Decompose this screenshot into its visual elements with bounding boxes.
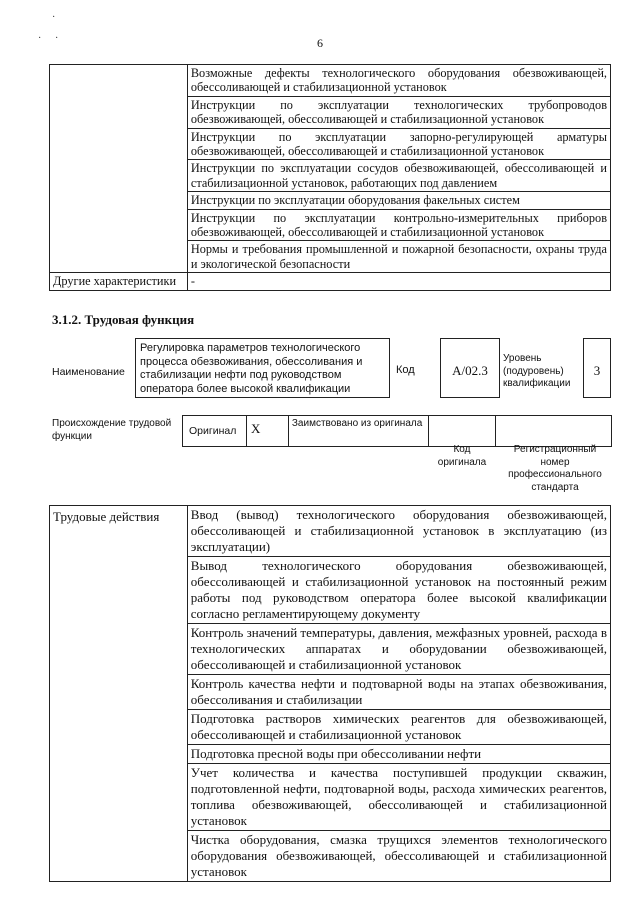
actions-table <box>49 505 611 882</box>
other-characteristics-label: Другие характеристики <box>50 273 188 290</box>
other-characteristics-value: - <box>187 273 610 290</box>
level-box <box>583 338 611 398</box>
original-label: Оригинал <box>183 416 247 447</box>
borrowed-label: Заимствовано из оригинала <box>288 416 428 447</box>
knowledge-row: Инструкции по эксплуатации контрольно-измерительных приборов обезвоживающей, обессоливающей и стабилизационной установок <box>187 209 610 241</box>
function-name-value: Регулировка параметров технологического процесса обезвоживания, обессоливания и стабилизации нефти под руководством оператора более высокой квалификации <box>140 342 363 395</box>
action-row: Чистка оборудования, смазка трущихся элементов технологического оборудования обезвоживающей, обессоливающей и стабилизационной установок <box>187 831 610 882</box>
action-row: Подготовка растворов химических реагентов для обезвоживающей, обессоливающей и стабилизационной установок <box>187 710 610 745</box>
knowledge-row: Инструкции по эксплуатации сосудов обезвоживающей, обессоливающей и стабилизационной установок, работающих под давлением <box>187 160 610 192</box>
origin-label: Происхождение трудовой функции <box>52 418 172 442</box>
reg-number-cell <box>496 416 612 447</box>
function-name-box <box>135 338 390 398</box>
scan-mark: · <box>38 33 42 44</box>
knowledge-row: Возможные дефекты технологического оборудования обезвоживающей, обессоливающей и стабилизационной установок <box>187 65 610 97</box>
action-row: Подготовка пресной воды при обессоливании нефти <box>187 745 610 764</box>
action-row: Учет количества и качества поступившей продукции скважин, подготовленной нефти, подтоварной воды, расхода химических реагентов, топлива обезвоживающей, обессоливающей и стабилизационной установок <box>187 764 610 831</box>
action-row: Контроль качества нефти и подтоварной воды на этапах обезвоживания, обессоливания и стабилизации <box>187 675 610 710</box>
knowledge-table <box>49 64 611 291</box>
reg-number-caption: Регистрационный номер профессионального стандарта <box>508 444 602 493</box>
action-row: Контроль значений температуры, давления, межфазных уровней, расхода в технологических аппаратах и оборудовании обезвоживающей, обессоливающей и стабилизационной установок <box>187 624 610 675</box>
code-label: Код <box>396 364 415 376</box>
actions-label: Трудовые действия <box>50 506 188 882</box>
scan-mark: · <box>55 33 59 44</box>
code-box <box>440 338 500 398</box>
original-code-cell <box>428 416 496 447</box>
knowledge-row: Нормы и требования промышленной и пожарной безопасности, охраны труда и экологической безопасности <box>187 241 610 273</box>
knowledge-row: Инструкции по эксплуатации запорно-регулирующей арматуры обезвоживающей, обессоливающей и стабилизационной установок <box>187 128 610 160</box>
knowledge-label-cell <box>50 65 188 273</box>
level-label: Уровень (подуровень) квалификации <box>503 353 571 389</box>
knowledge-row: Инструкции по эксплуатации оборудования факельных систем <box>187 192 610 209</box>
origin-table <box>182 415 612 447</box>
knowledge-row: Инструкции по эксплуатации технологических трубопроводов обезвоживающей, обессоливающей и стабилизационной установок <box>187 96 610 128</box>
level-value: 3 <box>593 363 601 378</box>
scan-mark: · <box>52 12 56 23</box>
code-value: A/02.3 <box>452 363 488 378</box>
name-label: Наименование <box>52 366 125 378</box>
code-original-caption: Код оригинала <box>437 444 487 468</box>
section-title: 3.1.2. Трудовая функция <box>52 312 195 327</box>
page-number: 6 <box>317 36 323 50</box>
action-row: Ввод (вывод) технологического оборудования обезвоживающей, обессоливающей и стабилизационной установок в эксплуатацию (из эксплуатации) <box>187 506 610 557</box>
original-mark: X <box>246 416 288 447</box>
action-row: Вывод технологического оборудования обезвоживающей, обессоливающей и стабилизационной установок на постоянный режим работы под руководством оператора более высокой квалификации согласно регламентирующему документу <box>187 557 610 624</box>
